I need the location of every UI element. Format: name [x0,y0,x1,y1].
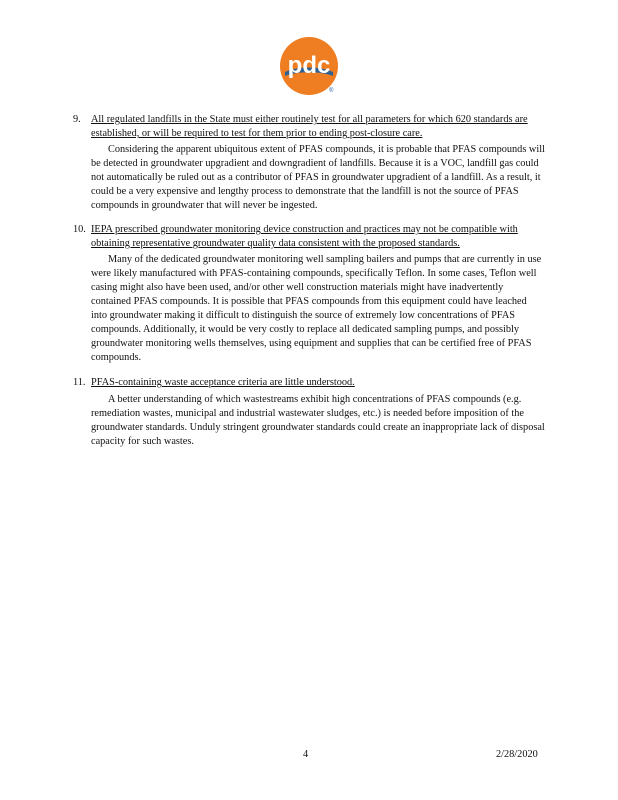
page-number: 4 [303,749,309,760]
registered-mark: ® [329,88,334,94]
item-paragraph: A better understanding of which wastestreams exhibit high concentrations of PFAS compounds (e.g. remediation wastes, municipal and industrial wastewater sludges, etc.) is needed before imposition of the groundwater standards. Unduly stringent groundwater standards could create an inappropriate lack of disposal capacity for such wastes. [91,394,545,447]
item-paragraph: Many of the dedicated groundwater monitoring well sampling bailers and pumps that are currently in use were likely manufactured with PFAS-containing compounds, specifically Teflon. In some cases, Teflon well casing might also have been used, and/or other well construction materials might have inadvertently contained PFAS compounds. It is possible that PFAS compounds from this equipment could have leached into groundwater making it difficult to distinguish the source of extremely low concentrations of PFAS compounds. Additionally, it would be very costly to replace all dedicated sampling pumps, and possibly groundwater monitoring wells themselves, using equipment and supplies that can be certified free of PFAS compounds. [91,254,542,363]
item-heading: PFAS-containing waste acceptance criteria are little understood. [91,377,355,388]
item-number: 11. [73,377,86,388]
item-paragraph: Considering the apparent ubiquitous extent of PFAS compounds, it is probable that PFAS compounds will be detected in groundwater upgradient and downgradient of landfills. Because it is a VOC, landfill gas could not automatically be ruled out as a contributor of PFAS in groundwater upgradient of a landfill. As a result, it could be a very expensive and lengthy process to demonstrate that the landfill is not the source of PFAS compounds in groundwater that will never be ingested. [91,144,545,211]
item-number: 9. [73,114,81,125]
logo-text: pdc [287,52,331,79]
item-heading: IEPA prescribed groundwater monitoring device construction and practices may not be compatible with obtaining representative groundwater quality data consistent with the proposed standards. [91,224,518,249]
footer-date: 2/28/2020 [496,749,538,760]
item-heading: All regulated landfills in the State must either routinely test for all parameters for which 620 standards are established, or will be required to test for them prior to ending post-closure care. [91,114,528,139]
item-number: 10. [73,224,86,235]
pdc-logo [279,36,339,96]
